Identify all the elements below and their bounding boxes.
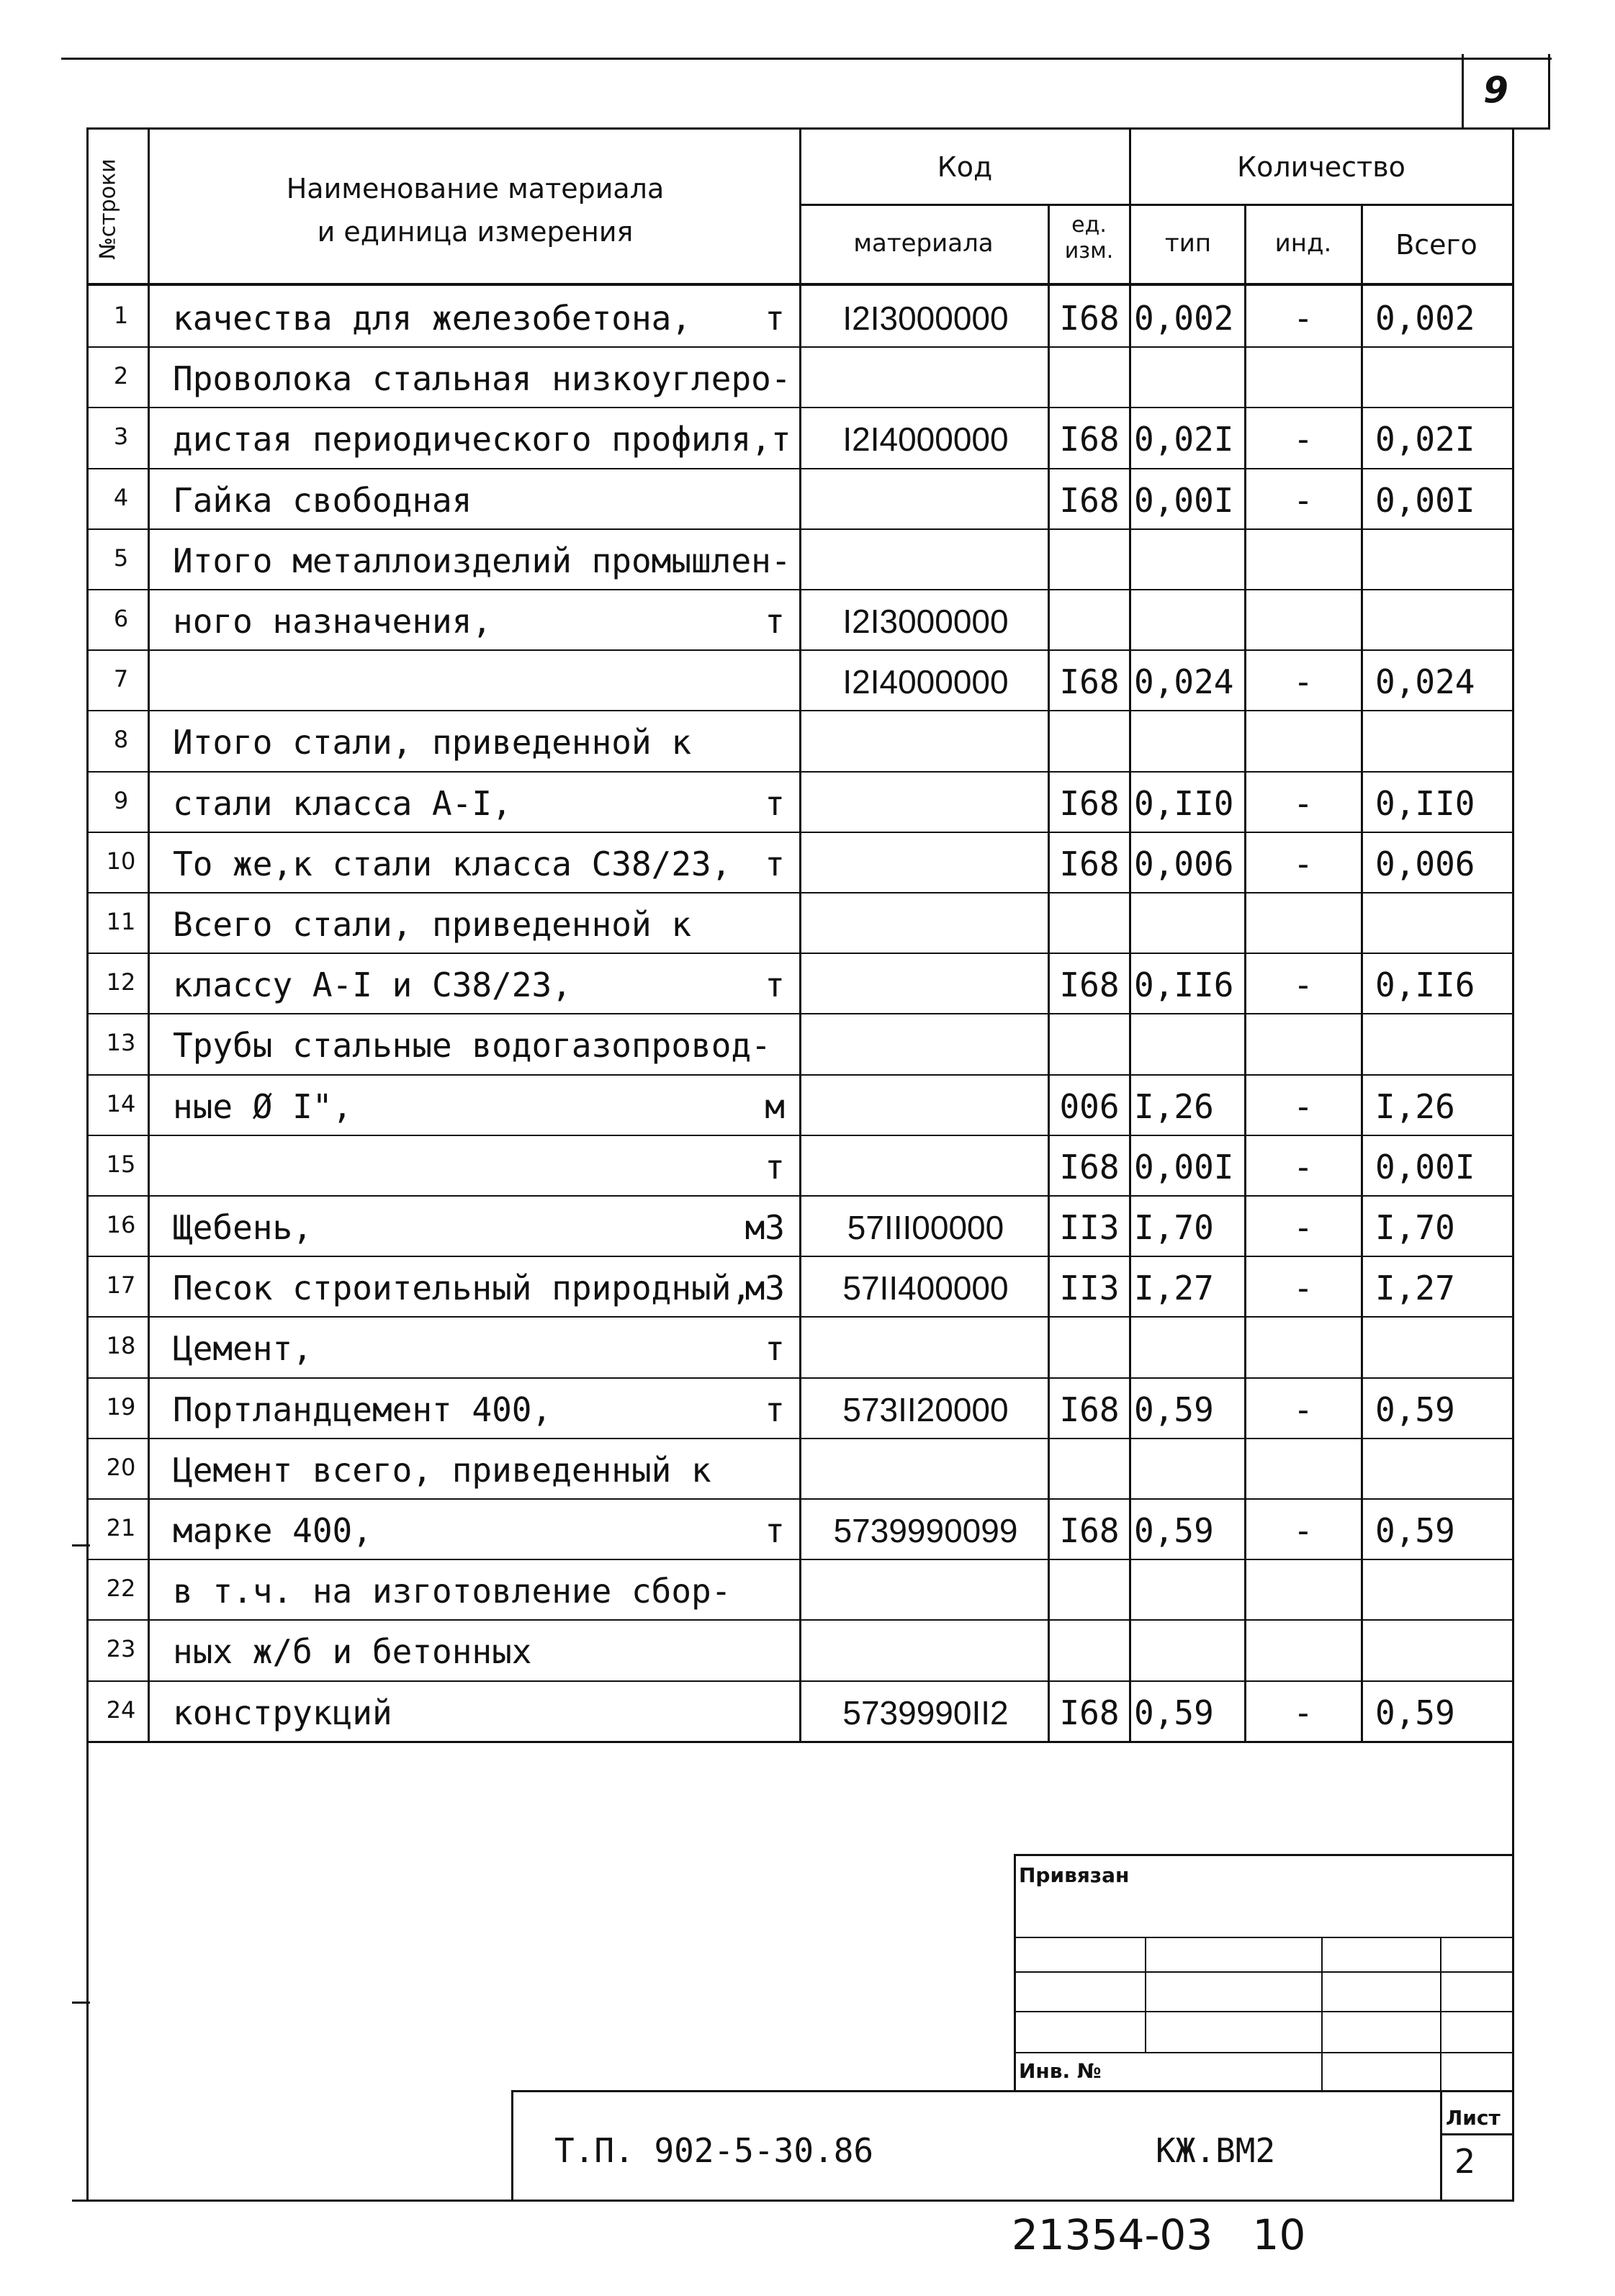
material-name: Итого металлоизделий промышлен-	[173, 541, 791, 580]
stamp-line-3	[1014, 2011, 1514, 2012]
row-separator	[86, 1377, 1514, 1379]
material-name: Гайка свободная	[173, 480, 472, 520]
row-number: 17	[106, 1271, 136, 1300]
unit-code: I68	[1059, 844, 1120, 883]
row-number: 2	[113, 362, 129, 390]
material-code: 57III00000	[847, 1209, 1004, 1246]
qty-ind: -	[1293, 1086, 1313, 1126]
material-code: I2I3000000	[842, 300, 1009, 337]
material-code: I2I3000000	[842, 603, 1009, 640]
frame-right	[1512, 127, 1514, 2201]
margin-tick-1	[72, 1544, 90, 1547]
qty-type: I,26	[1134, 1086, 1214, 1126]
row-separator	[86, 892, 1514, 893]
material-name: ные Ø I",	[173, 1086, 353, 1126]
row-number: 7	[113, 665, 129, 693]
unit-label: т	[765, 783, 785, 823]
material-code: 5739990099	[833, 1512, 1018, 1549]
header-qty-type: тип	[1164, 229, 1212, 258]
row-separator	[86, 1438, 1514, 1439]
row-separator	[86, 1256, 1514, 1257]
qty-total: 0,00I	[1375, 480, 1475, 520]
qty-type: 0,59	[1134, 1693, 1214, 1732]
unit-code: 006	[1059, 1086, 1120, 1126]
project-number: Т.П. 902-5-30.86	[554, 2131, 874, 2170]
stamp-linked-label: Привязан	[1019, 1863, 1130, 1887]
header-code-unit: ед. изм.	[1064, 212, 1114, 264]
row-separator	[86, 1316, 1514, 1318]
unit-label: т	[765, 844, 785, 883]
unit-label: т	[765, 1147, 785, 1187]
material-name: Портландцемент 400,	[173, 1390, 552, 1429]
row-number: 8	[113, 726, 129, 754]
frame-left	[86, 127, 89, 2201]
row-number: 10	[106, 847, 136, 875]
frame-top	[86, 127, 1550, 130]
unit-code: II3	[1059, 1208, 1120, 1247]
row-number: 21	[106, 1514, 136, 1541]
row-number: 22	[106, 1575, 136, 1603]
stamp-col-2	[1321, 1937, 1323, 2092]
qty-type: I,70	[1134, 1208, 1214, 1247]
header-qty-ind: инд.	[1274, 229, 1332, 258]
stamp-line-2	[1014, 1971, 1514, 1973]
qty-total: 0,002	[1375, 299, 1475, 338]
qty-total: I,26	[1375, 1086, 1455, 1126]
row-separator	[86, 832, 1514, 833]
qty-ind: -	[1293, 1390, 1313, 1429]
row-number: 19	[106, 1392, 136, 1421]
title-block-left	[511, 2090, 513, 2200]
material-code: I2I4000000	[842, 420, 1009, 459]
row-number: 18	[106, 1332, 136, 1360]
row-separator	[86, 1498, 1514, 1500]
material-name: в т.ч. на изготовление сбор-	[173, 1572, 732, 1611]
unit-label: т	[765, 299, 785, 338]
row-number: 4	[113, 483, 129, 511]
row-separator	[86, 1135, 1514, 1136]
footer-number: 21354-03 10	[1012, 2210, 1306, 2259]
material-code: 57II400000	[842, 1269, 1009, 1307]
row-separator	[86, 468, 1514, 469]
material-code: I2I4000000	[842, 663, 1009, 701]
page-number: 9	[1483, 69, 1508, 111]
row-separator	[86, 1074, 1514, 1076]
stamp-col-3	[1440, 1937, 1441, 2092]
stamp-top	[1014, 1854, 1514, 1856]
material-name: марке 400,	[173, 1511, 372, 1550]
qty-total: 0,024	[1375, 662, 1475, 702]
header-row-no: №строки	[95, 158, 121, 260]
qty-type: 0,II6	[1134, 965, 1234, 1005]
qty-ind: -	[1293, 1269, 1313, 1308]
row-separator	[86, 649, 1514, 651]
stamp-line-4	[1014, 2052, 1514, 2053]
unit-code: I68	[1059, 1511, 1120, 1550]
row-number: 11	[106, 908, 136, 935]
unit-label: т	[765, 965, 785, 1005]
row-separator	[86, 1680, 1514, 1682]
material-name: ных ж/б и бетонных	[173, 1632, 532, 1672]
qty-type: 0,002	[1134, 299, 1234, 338]
qty-type: I,27	[1134, 1269, 1214, 1308]
row-number: 9	[113, 786, 129, 814]
unit-code: I68	[1059, 1693, 1120, 1732]
qty-type: 0,59	[1134, 1511, 1214, 1550]
qty-total: 0,II0	[1375, 783, 1475, 823]
unit-code: I68	[1059, 1390, 1120, 1429]
row-number: 16	[106, 1211, 136, 1238]
document-code: КЖ.ВМ2	[1156, 2131, 1276, 2170]
row-number: 6	[113, 605, 129, 632]
qty-ind: -	[1293, 1147, 1313, 1187]
qty-type: 0,59	[1134, 1390, 1214, 1429]
frame-bottom	[72, 2200, 1514, 2202]
material-name: классу А-I и С38/23,	[173, 965, 572, 1005]
material-name: Цемент,	[173, 1329, 312, 1369]
material-name: Всего стали, приведенной к	[173, 905, 692, 944]
row-number: 20	[106, 1453, 136, 1481]
material-name: То же,к стали класса С38/23,	[173, 844, 732, 883]
unit-code: I68	[1059, 420, 1120, 459]
unit-code: I68	[1059, 299, 1120, 338]
row-separator	[86, 407, 1514, 408]
header-code-material: материала	[853, 229, 994, 258]
stamp-inv-label: Инв. №	[1019, 2059, 1102, 2083]
unit-code: II3	[1059, 1269, 1120, 1308]
material-name: Итого стали, приведенной к	[173, 723, 692, 762]
qty-total: 0,59	[1375, 1390, 1455, 1429]
unit-code: I68	[1059, 783, 1120, 823]
qty-ind: -	[1293, 662, 1313, 702]
unit-label: м	[765, 1086, 785, 1126]
qty-ind: -	[1293, 1511, 1313, 1550]
row-number: 5	[113, 544, 129, 572]
row-separator	[86, 346, 1514, 348]
row-number: 12	[106, 968, 136, 996]
stamp-left	[1014, 1854, 1016, 2092]
header-mid-line	[799, 204, 1512, 206]
sheet-number: 2	[1454, 2142, 1476, 2181]
margin-tick-2	[72, 2002, 90, 2004]
row-separator	[86, 1619, 1514, 1621]
material-name: качества для железобетона,	[173, 299, 692, 338]
col-line-qty	[1129, 127, 1131, 1742]
row-separator	[86, 771, 1514, 773]
material-name: Проволока стальная низкоуглеро-	[173, 359, 791, 399]
title-block-sheet-sep	[1440, 2090, 1442, 2200]
qty-total: 0,II6	[1375, 965, 1475, 1005]
stamp-col-1	[1145, 1937, 1146, 2052]
col-line-code	[799, 127, 801, 1742]
material-name: дистая периодического профиля,т	[173, 420, 791, 459]
header-name-line2: и единица измерения	[317, 216, 634, 248]
qty-ind: -	[1293, 965, 1313, 1005]
qty-ind: -	[1293, 1693, 1313, 1732]
unit-code: I68	[1059, 965, 1120, 1005]
qty-type: 0,00I	[1134, 1147, 1234, 1187]
qty-type: 0,024	[1134, 662, 1234, 702]
page-num-box-right	[1548, 54, 1550, 130]
row-number: 3	[113, 423, 129, 451]
qty-type: 0,006	[1134, 844, 1234, 883]
qty-type: 0,00I	[1134, 480, 1234, 520]
row-number: 23	[106, 1635, 136, 1663]
col-line-total	[1361, 204, 1363, 1742]
qty-ind: -	[1293, 299, 1313, 338]
material-code: 5739990II2	[842, 1693, 1009, 1732]
row-separator	[86, 953, 1514, 954]
material-name: Трубы стальные водогазопровод-	[173, 1026, 771, 1066]
title-block-sheet-line	[1440, 2133, 1514, 2135]
row-number: 13	[106, 1029, 136, 1057]
row-separator	[86, 1013, 1514, 1014]
unit-code: I68	[1059, 480, 1120, 520]
qty-total: I,70	[1375, 1208, 1455, 1247]
unit-label: т	[765, 602, 785, 641]
row-separator	[86, 710, 1514, 711]
unit-label: т	[765, 1511, 785, 1550]
qty-ind: -	[1293, 1208, 1313, 1247]
qty-total: 0,00I	[1375, 1147, 1475, 1187]
table-bottom-line	[86, 1741, 1514, 1743]
material-name: стали класса А-I,	[173, 783, 512, 823]
material-name: ного назначения,	[173, 602, 492, 641]
material-code: 573II20000	[842, 1390, 1009, 1428]
header-code-group: Код	[937, 151, 993, 183]
qty-ind: -	[1293, 844, 1313, 883]
row-separator	[86, 1559, 1514, 1560]
unit-label: т	[765, 1329, 785, 1369]
qty-ind: -	[1293, 480, 1313, 520]
header-qty-group: Количество	[1237, 151, 1405, 183]
row-separator	[86, 589, 1514, 590]
header-qty-total: Всего	[1395, 229, 1477, 261]
unit-code: I68	[1059, 662, 1120, 702]
unit-label: т	[765, 1390, 785, 1429]
material-name: Щебень,	[173, 1208, 312, 1247]
qty-total: 0,006	[1375, 844, 1475, 883]
header-name-line1: Наименование материала	[286, 173, 665, 204]
stamp-line-1	[1014, 1937, 1514, 1938]
row-separator	[86, 1195, 1514, 1197]
material-name: конструкций	[173, 1693, 392, 1732]
row-number: 14	[106, 1089, 136, 1117]
material-name: Песок строительный природный,	[173, 1269, 752, 1308]
qty-ind: -	[1293, 783, 1313, 823]
qty-total: 0,59	[1375, 1511, 1455, 1550]
row-number: 24	[106, 1696, 136, 1724]
qty-total: 0,59	[1375, 1693, 1455, 1732]
sheet-label: Лист	[1446, 2106, 1501, 2130]
qty-total: 0,02I	[1375, 420, 1475, 459]
material-name: Цемент всего, приведенный к	[173, 1450, 711, 1490]
title-block-top	[511, 2090, 1514, 2092]
row-number: 1	[113, 302, 129, 329]
qty-ind: -	[1293, 420, 1313, 459]
top-rule	[61, 58, 1552, 60]
unit-code: I68	[1059, 1147, 1120, 1187]
row-number: 15	[106, 1150, 136, 1178]
row-separator	[86, 528, 1514, 530]
qty-type: 0,II0	[1134, 783, 1234, 823]
unit-label: м3	[744, 1269, 785, 1308]
qty-type: 0,02I	[1134, 420, 1234, 459]
qty-total: I,27	[1375, 1269, 1455, 1308]
unit-label: м3	[744, 1208, 785, 1247]
